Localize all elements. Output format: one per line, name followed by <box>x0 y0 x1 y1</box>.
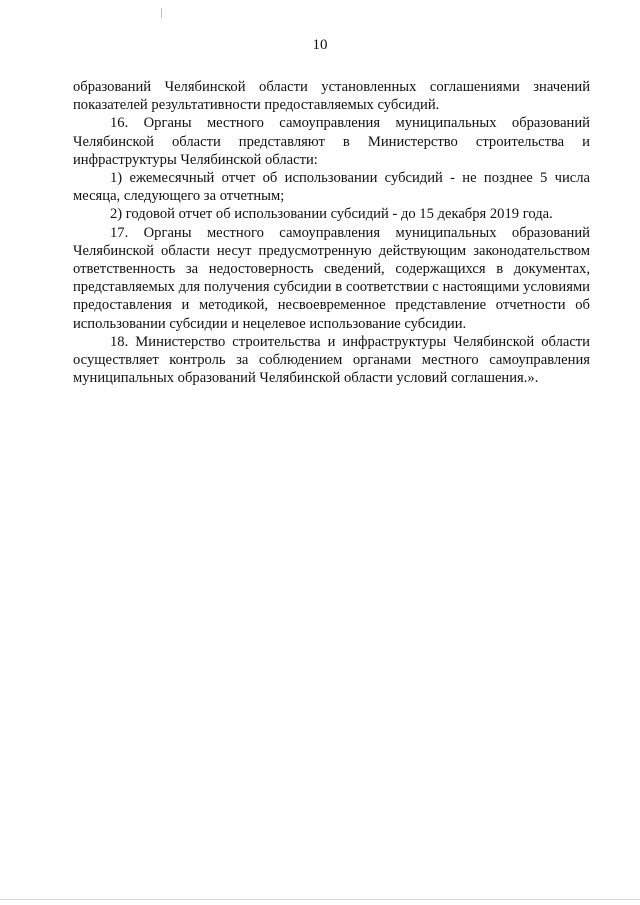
page-bottom-edge <box>0 899 640 900</box>
paragraph-18: 18. Министерство строительства и инфраструктуры Челябинской области осуществляет контроль за соблюдением органами местного самоуправления муниципальных образований Челябинской области условий соглашения.». <box>73 333 590 387</box>
scan-artifact-mark <box>161 8 162 18</box>
paragraph-17: 17. Органы местного самоуправления муниципальных образований Челябинской области несут предусмотренную действующим законодательством ответственность за недостоверность сведений, содержащихся в документах, представляемых для получения субсидии в соответствии с настоящими условиями предоставления и методикой, несвоевременное представление отчетности об использовании субсидии и нецелевое использование субсидии. <box>73 224 590 332</box>
paragraph-continuation: образований Челябинской области установленных соглашениями значений показателей результативности предоставляемых субсидий. <box>73 79 590 114</box>
page-number: 10 <box>312 37 328 53</box>
list-item-annual-report: 2) годовой отчет об использовании субсидий - до 15 декабря 2019 года. <box>110 206 553 223</box>
paragraph-16: 16. Органы местного самоуправления муниципальных образований Челябинской области представляют в Министерство строительства и инфраструктуры Челябинской области: <box>73 115 590 168</box>
list-item-monthly-report: 1) ежемесячный отчет об использовании субсидий - не позднее 5 числа месяца, следующего за отчетным; <box>73 170 590 205</box>
document-body <box>73 78 590 387</box>
